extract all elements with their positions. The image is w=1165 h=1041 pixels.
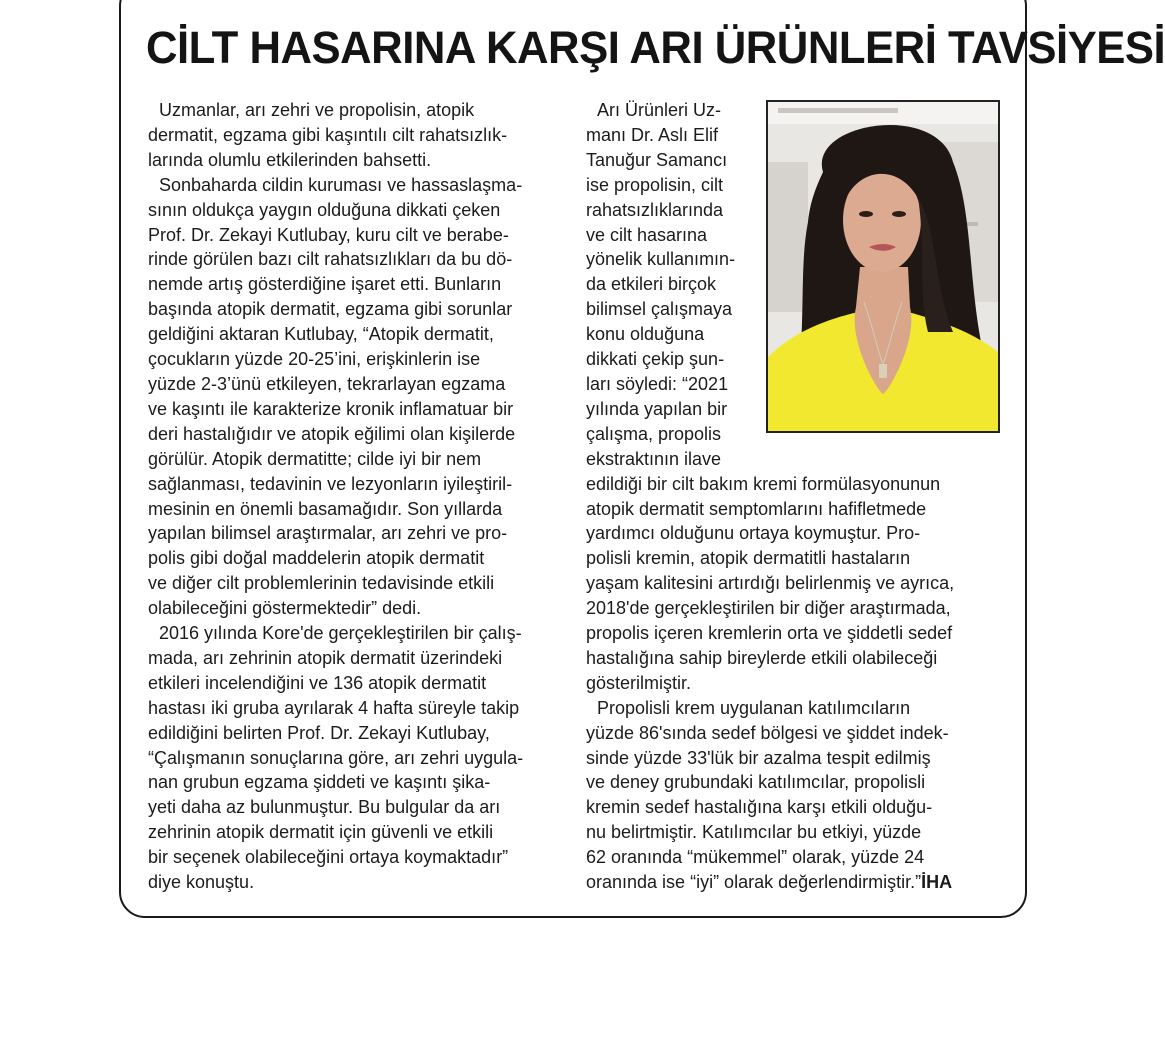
text-line: Arı Ürünleri Uz- [597,100,722,120]
text-line: dikkati çekip şun- [586,349,725,370]
text-line: nu belirtmiştir. Katılımcılar bu etkiyi, yüzde [586,822,922,843]
text-line [586,870,1004,895]
article-left-column [148,98,568,895]
text-line: rahatsızlıklarında [586,199,724,220]
text-line: polisli kremin, atopik dermatitli hastaların [586,548,911,569]
text-line: geldiğini aktaran Kutlubay, “Atopik dermatit, [148,324,494,345]
text-line: ekstraktının ilave [586,448,722,469]
text-line: atopik dermatit semptomlarını hafifletmede [586,498,927,519]
article-paragraph [148,98,568,173]
portrait-photo [766,100,1000,433]
text-line: yaşam kalitesini artırdığı belirlenmiş ve ayrıca, [586,573,955,594]
text-line: yeti daha az bulunmuştur. Bu bulgular da arı [148,797,501,818]
text-line: 62 oranında “mükemmel” olarak, yüzde 24 [586,847,925,868]
text-line: etkileri incelendiğini ve 136 atopik dermatit [148,672,487,693]
text-line: deri hastalığıdır ve atopik eğilimi olan kişilerde [148,423,516,444]
text-line: dermatit, egzama gibi kaşıntılı cilt rahatsızlık- [148,124,508,145]
article-paragraph [586,696,1004,895]
text-line: diye konuştu. [148,872,255,893]
text-line: mesinin en önemli basamağıdır. Son yıllarda [148,498,503,519]
text-line: ve kaşıntı ile karakterize kronik inflamatuar bir [148,398,514,419]
text-line: kremin sedef hastalığına karşı etkili olduğu- [586,797,933,818]
news-agency-credit: İHA [921,872,953,893]
text-line: edildiği bir cilt bakım kremi formülasyonunun [586,473,941,494]
text-line: yönelik kullanımın- [586,249,736,270]
text-line: larında olumlu etkilerinden bahsetti. [148,149,432,170]
text-line: bilimsel çalışmaya [586,299,733,320]
text-line: polis gibi doğal maddelerin atopik dermatit [148,548,485,569]
text-line: olabileceğini göstermektedir” dedi. [148,598,422,619]
text-line: Propolisli krem uygulanan katılımcıların [597,697,911,718]
text-line: Prof. Dr. Zekayi Kutlubay, kuru cilt ve berabe- [148,224,509,245]
text-line: gösterilmiştir. [586,672,692,693]
text-line: sının oldukça yaygın olduğuna dikkati çeken [148,199,501,220]
text-line: mada, arı zehrinin atopik dermatit üzerindeki [148,647,503,668]
text-line: hastalığına sahip bireylerde etkili olabileceği [586,647,938,668]
text-line: da etkileri birçok [586,274,717,295]
text-line: görülür. Atopik dermatitte; cilde iyi bir nem [148,448,482,469]
text-line: 2018'de gerçekleştirilen bir diğer araştırmada, [586,598,951,619]
text-line: yılında yapılan bir [586,398,728,419]
text-line: Tanuğur Samancı [586,149,728,170]
text-line: yüzde 86'sında sedef bölgesi ve şiddet indek- [586,722,949,743]
text-line: sinde yüzde 33'lük bir azalma tespit edilmiş [586,747,931,768]
text-line: çocukların yüzde 20-25’ini, erişkinlerin ise [148,349,481,370]
text-line: ve diğer cilt problemlerinin tedavisinde etkili [148,573,495,594]
text-line: 2016 yılında Kore'de gerçekleştirilen bir çalış- [159,623,522,644]
text-line: ları söyledi: “2021 [586,373,729,394]
article-headline: CİLT HASARINA KARŞI ARI ÜRÜNLERİ TAVSİYESİ [146,22,1165,73]
text-line: yüzde 2-3’ünü etkileyen, tekrarlayan egzama [148,373,506,394]
article-paragraph [148,173,568,621]
text-line: hastası iki gruba ayrılarak 4 hafta süreyle takip [148,697,520,718]
text-line: başında atopik dermatit, egzama gibi sorunlar [148,299,513,320]
text-line: zehrinin atopik dermatit için güvenli ve etkili [148,822,494,843]
text-line: ve deney grubundaki katılımcılar, propolisli [586,772,926,793]
text-line: rinde görülen bazı cilt rahatsızlıkları da bu dö- [148,249,513,270]
text-line: manı Dr. Aslı Elif [586,124,719,145]
text-line: çalışma, propolis [586,423,722,444]
text-line: nemde artış gösterdiğine işaret etti. Bunların [148,274,502,295]
text-line: yapılan bilimsel araştırmalar, arı zehri ve pro- [148,523,508,544]
text-line: sağlanması, tedavinin ve lezyonların iyileştiril- [148,473,513,494]
text-line: yardımcı olduğunu ortaya koymuştur. Pro- [586,523,921,544]
text-line: ve cilt hasarına [586,224,708,245]
text-line-body: oranında ise “iyi” olarak değerlendirmiştir.” [586,872,922,893]
text-line: ise propolisin, cilt [586,174,724,195]
article-paragraph [148,621,568,895]
text-line: edildiğini belirten Prof. Dr. Zekayi Kutlubay, [148,722,490,743]
text-line: Uzmanlar, arı zehri ve propolisin, atopik [159,100,475,120]
text-line: konu olduğuna [586,324,705,345]
text-line: “Çalışmanın sonuçlarına göre, arı zehri uygula- [148,747,524,768]
portrait-photo-icon [768,102,998,431]
text-line: Sonbaharda cildin kuruması ve hassaslaşma- [159,174,523,195]
text-line: nan grubun egzama şiddeti ve kaşıntı şika- [148,772,491,793]
text-line: bir seçenek olabileceğini ortaya koymaktadır” [148,847,509,868]
text-line: propolis içeren kremlerin orta ve şiddetli sedef [586,623,953,644]
